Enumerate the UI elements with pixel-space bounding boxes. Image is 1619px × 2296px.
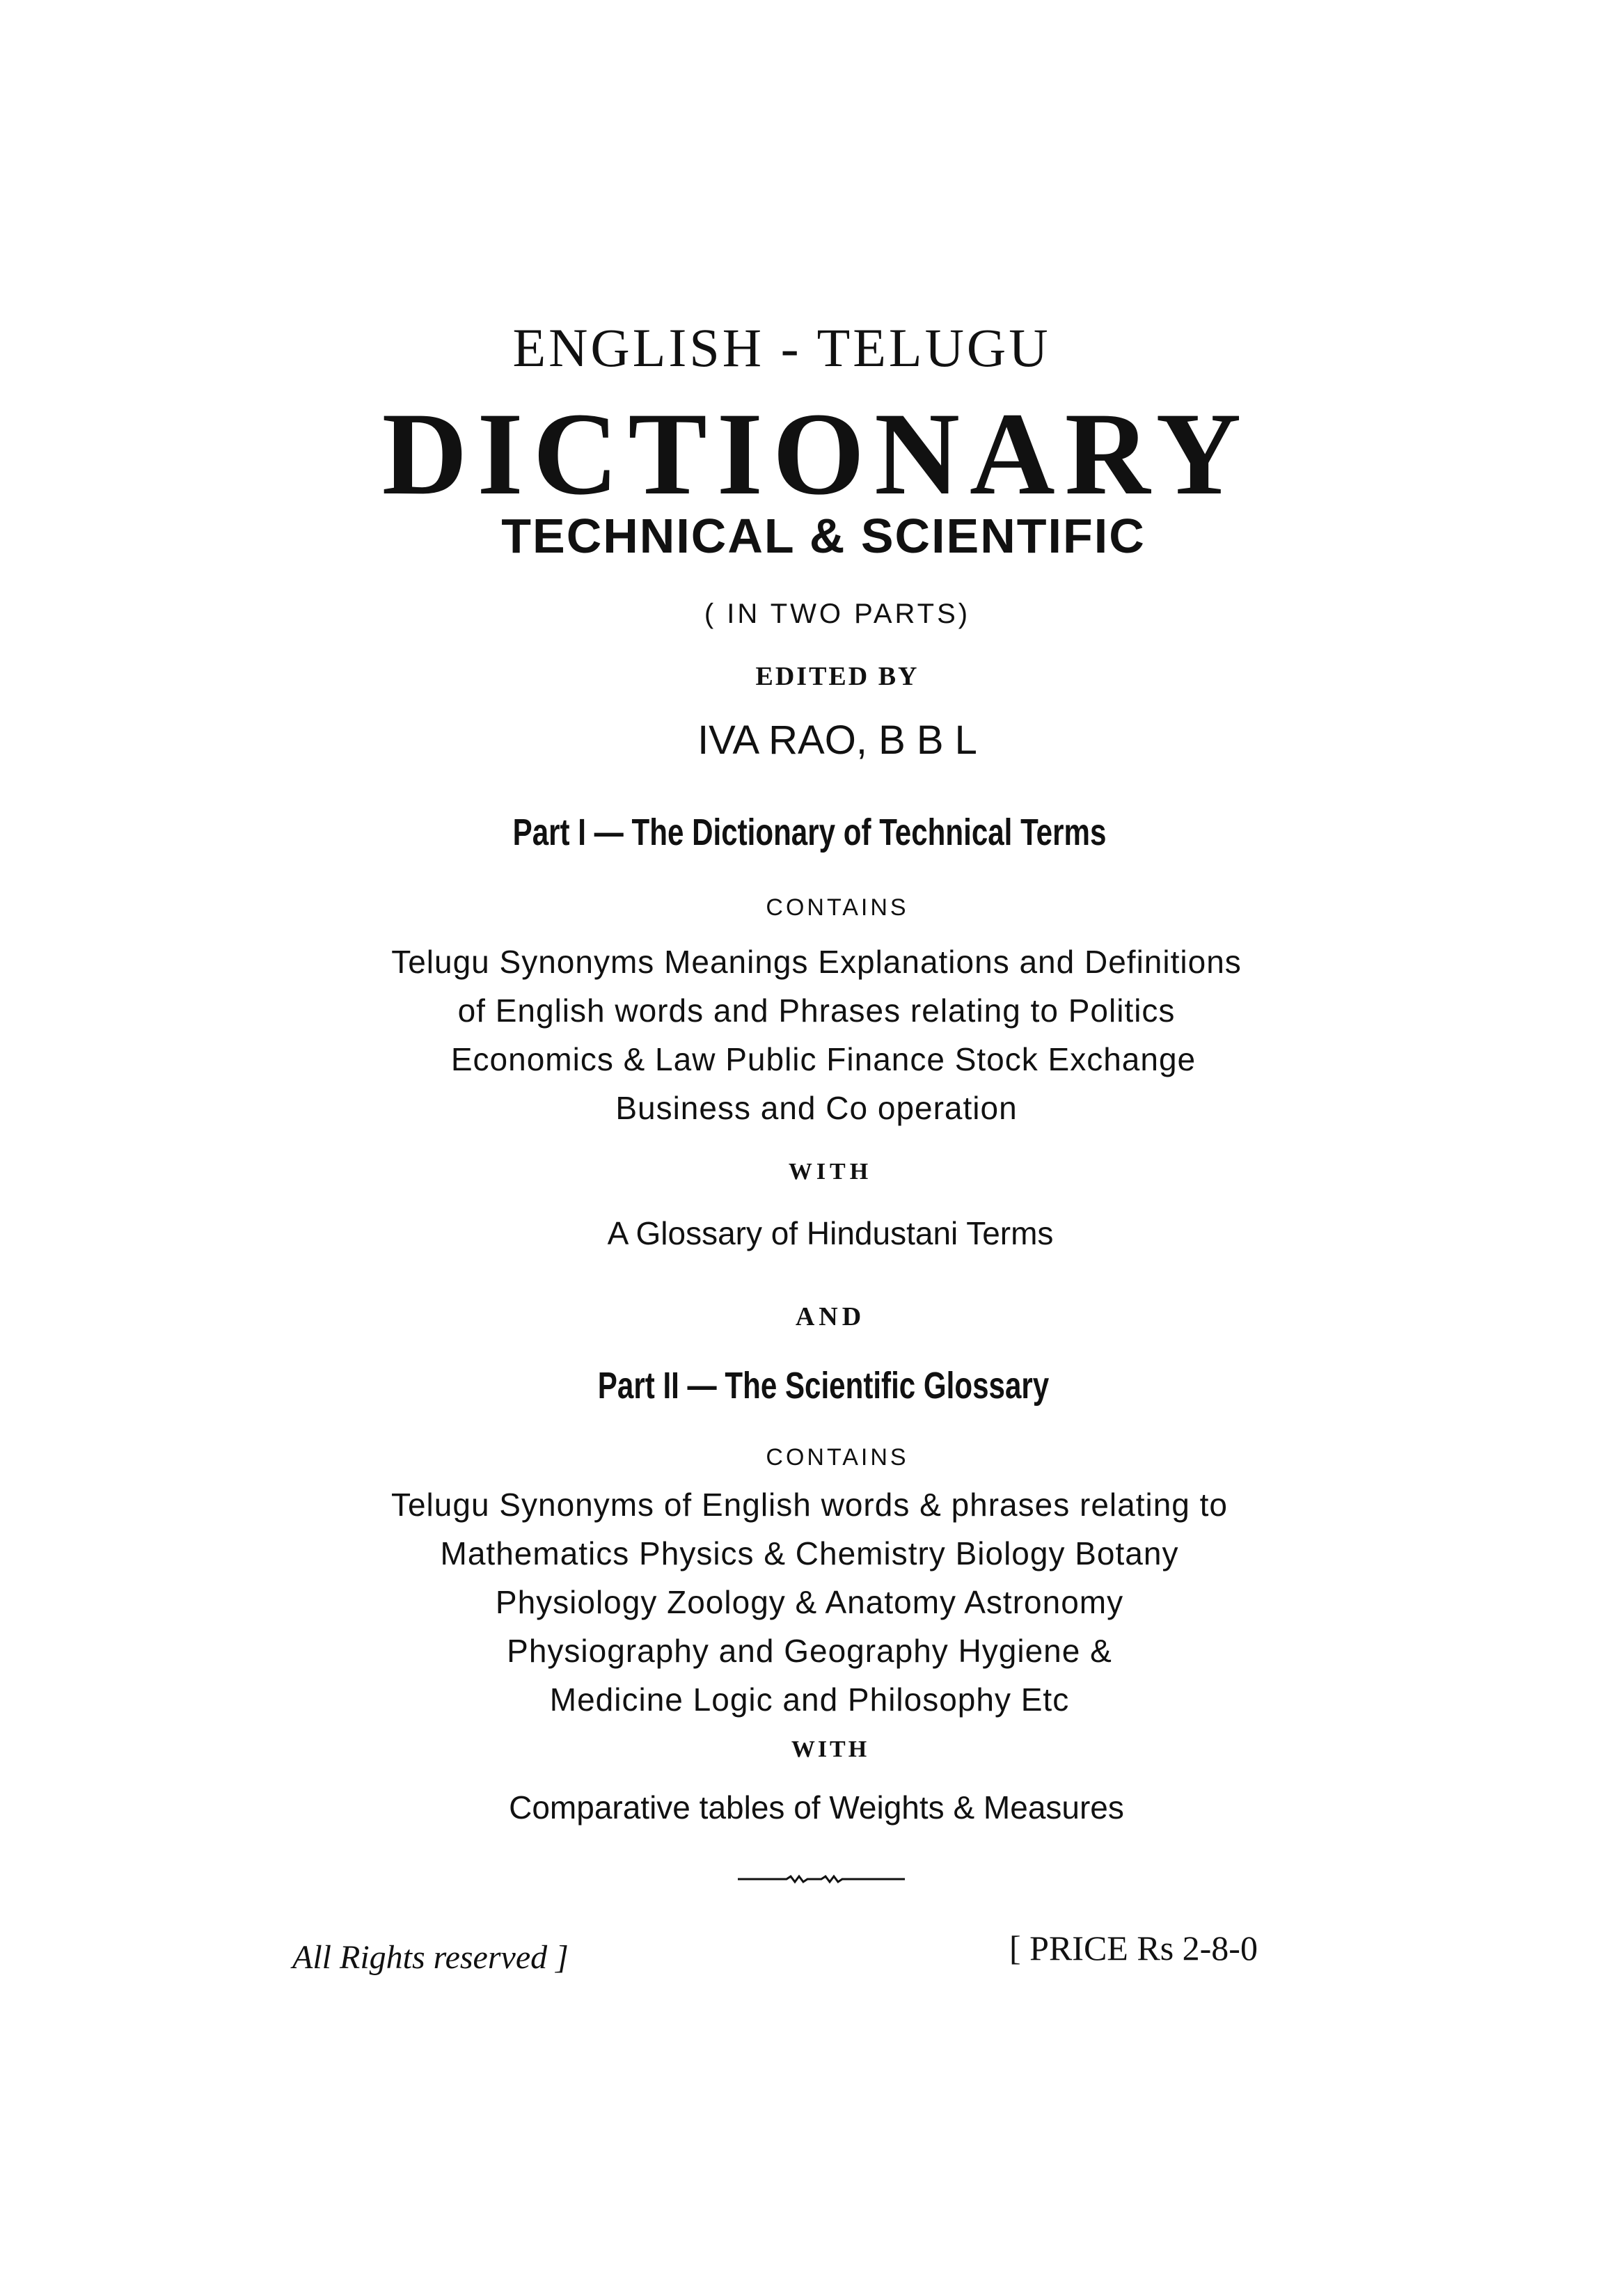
part-one-description-line: of English words and Phrases relating to Politics [457, 992, 1176, 1029]
subtitle: TECHNICAL & SCIENTIFIC [501, 509, 1146, 563]
part-two-description-line: Telugu Synonyms of English words & phrases relating to [390, 1487, 1229, 1523]
part-one-contains-label: CONTAINS [766, 894, 909, 921]
part-one-heading: Part I — The Dictionary of Technical Terms [512, 811, 1107, 853]
weights-measures-line: Comparative tables of Weights & Measures [509, 1789, 1124, 1826]
price-label: [ PRICE Rs 2-8-0 [1009, 1929, 1258, 1968]
edited-by-label: EDITED BY [755, 662, 919, 691]
part-two-description-line: Physiology Zoology & Anatomy Astronomy [495, 1584, 1124, 1620]
part-one-description-line: Business and Co operation [615, 1090, 1018, 1126]
part-two-with-label: WITH [791, 1736, 870, 1762]
editor-name: IVA RAO, B B L [697, 718, 977, 763]
main-title: DICTIONARY [381, 388, 1251, 519]
part-two-heading: Part II — The Scientific Glossary [597, 1365, 1050, 1407]
parts-note: ( IN TWO PARTS) [704, 599, 971, 629]
part-one-description-line: Telugu Synonyms Meanings Explanations and Definitions [391, 944, 1242, 980]
series-title: ENGLISH - TELUGU [512, 317, 1051, 378]
part-two-contains-label: CONTAINS [766, 1444, 909, 1471]
rights-reserved: All Rights reserved ] [292, 1939, 569, 1976]
part-one-description-line: Economics & Law Public Finance Stock Exchange [450, 1041, 1197, 1077]
part-two-description-line: Mathematics Physics & Chemistry Biology Botany [440, 1535, 1179, 1571]
part-two-description-line: Physiography and Geography Hygiene & [507, 1633, 1112, 1669]
hindustani-glossary-line: A Glossary of Hindustani Terms [607, 1215, 1054, 1251]
part-one-with-label: WITH [788, 1159, 873, 1185]
ornamental-divider [738, 1872, 905, 1886]
part-two-description-line: Medicine Logic and Philosophy Etc [549, 1681, 1070, 1718]
and-separator: AND [795, 1302, 866, 1331]
